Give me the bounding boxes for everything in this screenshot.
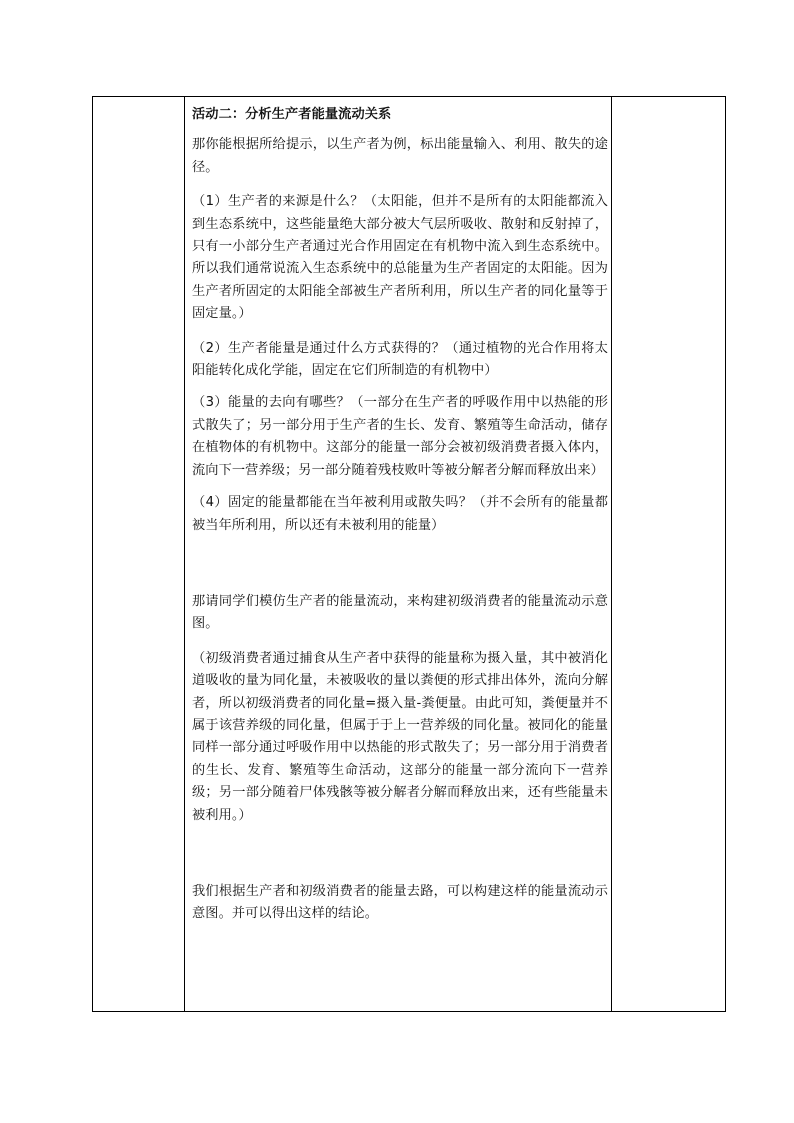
question-3-paragraph: （3）能量的去向有哪些？（一部分在生产者的呼吸作用中以热能的形式散失了；另一部分用于生产者的生长、发育、繁殖等生命活动，储存在植物体的有机物中。这部分的能量一部分会被初级消费者摄入体内，流向下一营养级；另一部分随着残枝败叶等被分解者分解而释放出来） [192, 395, 608, 478]
question-1-paragraph: （1）生产者的来源是什么？（太阳能，但并不是所有的太阳能都流入到生态系统中，这些能量绝大部分被大气层所吸收、散射和反射掉了，只有一小部分生产者通过光合作用固定在有机物中流入到生态系统中。所以我们通常说流入生态系统中的总能量为生产者固定的太阳能。因为生产者所固定的太阳能全部被生产者所利用，所以生产者的同化量等于固定量。） [192, 194, 608, 322]
intro-paragraph: 那你能根据所给提示，以生产者为例，标出能量输入、利用、散失的途径。 [192, 137, 608, 175]
table-column-divider-right [611, 97, 612, 1011]
consumer-explanation-paragraph: （初级消费者通过捕食从生产者中获得的能量称为摄入量，其中被消化道吸收的量为同化量，未被吸收的量以粪便的形式排出体外，流向分解者，所以初级消费者的同化量=摄入量-粪便量。由此可知，粪便量并不属于该营养级的同化量，但属于于上一营养级的同化量。被同化的能量同样一部分通过呼吸作用中以热能的形式散失了；另一部分用于消费者的生长、发育、繁殖等生命活动，这部分的能量一部分流向下一营养级；另一部分随着尸体残骸等被分解者分解而释放出来，还有些能量未被利用。） [192, 650, 608, 823]
table-column-divider-left [184, 97, 185, 1011]
conclusion-paragraph: 我们根据生产者和初级消费者的能量去路，可以构建这样的能量流动示意图。并可以得出这样的结论。 [192, 883, 608, 922]
consumer-task-paragraph: 那请同学们模仿生产者的能量流动，来构建初级消费者的能量流动示意图。 [192, 593, 608, 632]
activity-heading: 活动二：分析生产者能量流动关系 [192, 107, 392, 122]
activity-content-cell [192, 104, 608, 926]
lesson-table [92, 96, 726, 1012]
question-4-paragraph: （4）固定的能量都能在当年被利用或散失吗？（并不会所有的能量都被当年所利用，所以还有未被利用的能量） [192, 495, 608, 533]
question-2-paragraph: （2）生产者能量是通过什么方式获得的？（通过植物的光合作用将太阳能转化成化学能，固定在它们所制造的有机物中） [192, 340, 608, 379]
